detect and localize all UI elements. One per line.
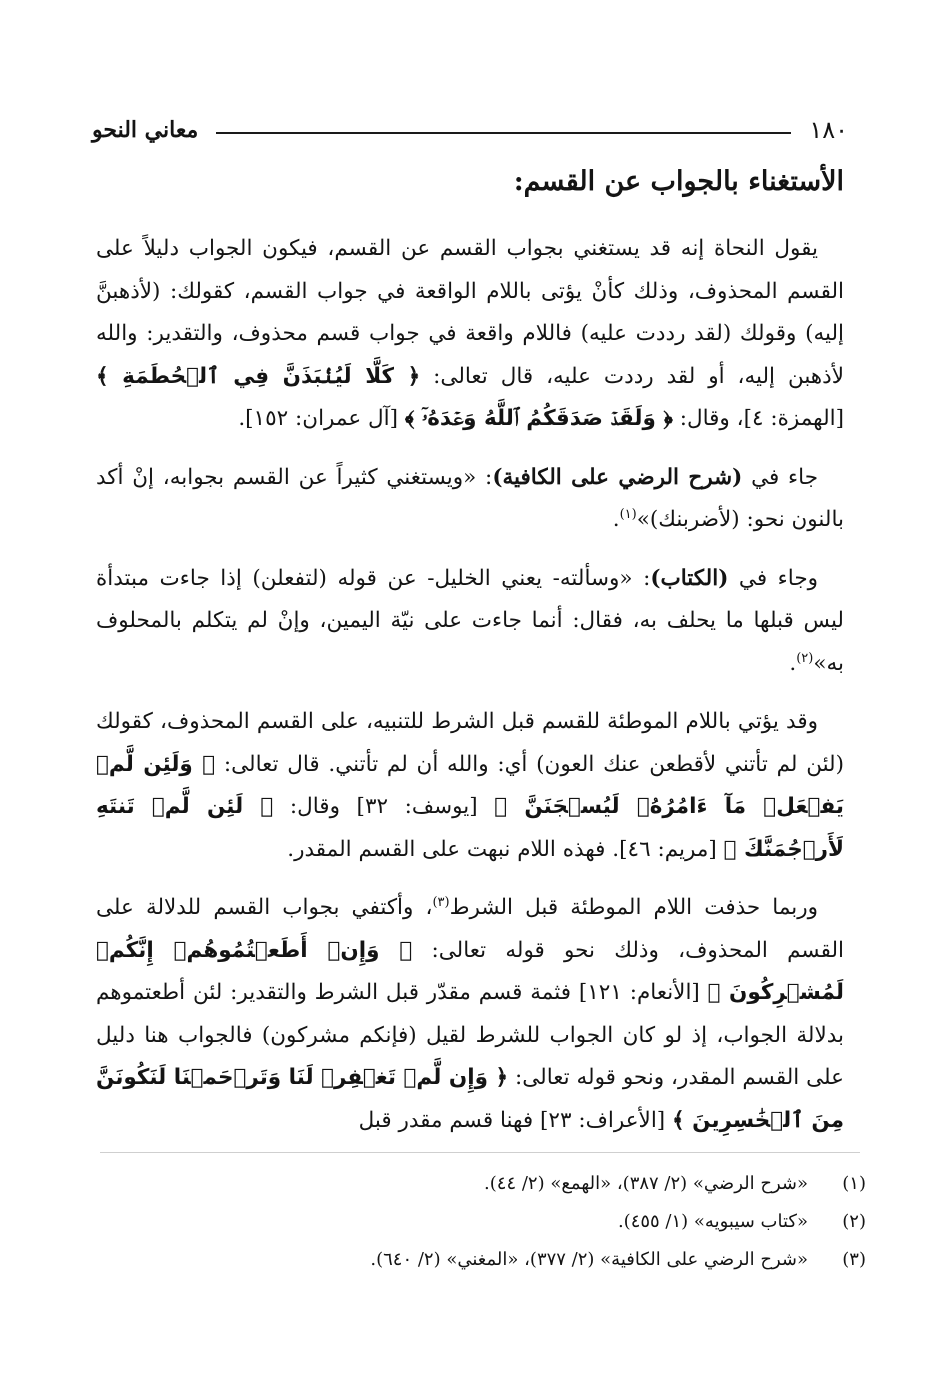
quran-verse: ﴿ وَإِن لَّمۡ تَغۡفِرۡ لَنَا وَتَرۡحَمۡنَا لَنَكُونَنَّ مِنَ ٱلۡخَٰسِرِينَ ﴾ <box>96 1065 844 1133</box>
footnote-item <box>86 1241 866 1279</box>
text-span: [يوسف: ٣٢] وقال: <box>273 794 495 819</box>
paragraph-1 <box>96 228 844 441</box>
footnote-text: «كتاب سيبويه» (١/ ٤٥٥). <box>617 1211 808 1232</box>
section-heading: الأستغناء بالجواب عن القسم: <box>513 166 844 197</box>
text-span: جاء في <box>742 464 818 490</box>
book-reference: (شرح الرضي على الكافية) <box>492 464 743 490</box>
header-rule <box>216 132 791 134</box>
quran-verse: ﴿ وَإِنۡ أَطَعۡتُمُوهُمۡ إِنَّكُمۡ لَمُشۡرِكُونَ ﴾ <box>96 937 844 1005</box>
paragraph-5 <box>96 887 844 1142</box>
page-number: ١٨٠ <box>809 116 848 144</box>
text-span: وجاء في <box>728 565 818 591</box>
paragraph-3 <box>96 558 844 686</box>
quran-verse: ﴿ وَلَقَدۡ صَدَقَكُمُ ٱللَّهُ وَعۡدَهُۥٓ ﴾ <box>404 406 673 431</box>
book-title: معاني النحو <box>92 117 199 143</box>
footnote-text: «شرح الرضي على الكافية» (٢/ ٣٧٧)، «المغني» (٢/ ٦٤٠). <box>370 1249 808 1270</box>
text-span: [الأنعام: ١٢١] فثمة قسم مقدّر قبل الشرط والتقدير: لئن أطعتموهم بدلالة الجواب، إذ لو كان الجواب للشرط لقيل (فإنكم مشركون) فالجواب هنا دليل على القسم المقدر، ونحو قوله تعالى: <box>96 980 845 1090</box>
quran-verse: ﴿ وَلَئِن لَّمۡ يَفۡعَلۡ مَآ ءَامُرُهُۥ لَيُسۡجَنَنَّ ﴾ <box>96 751 844 819</box>
text-span: وربما حذفت اللام الموطئة قبل الشرط <box>449 895 819 920</box>
text-span: يقول النحاة إنه قد يستغني بجواب القسم عن القسم، فيكون الجواب دليلاً على القسم المحذوف، وذلك كأنْ يؤتى باللام الواقعة في جواب القسم، كقولك: (لأذهبنَّ إليه) وقولك (لقد رددت عليه) فاللام واقعة في جواب قسم محذوف، والتقدير: والله لأذهبن إليه، أو لقد رددت عليه، قال تعالى: <box>96 236 844 389</box>
running-header <box>92 108 848 152</box>
text-span: . <box>789 650 797 676</box>
text-span: : «وسألته- يعني الخليل- عن قوله (لتفعلن) إذا جاءت مبتدأة ليس قبلها ما يحلف به، فقال: أنما جاءت على نيّة اليمين، وإنْ لم يتكلم بالمحلوف به» <box>96 565 844 676</box>
footnote-marker: (٢) <box>796 650 814 666</box>
footnote-item <box>86 1203 866 1241</box>
text-span: . <box>612 507 620 532</box>
paragraph-2 <box>96 457 844 542</box>
text-span: [مريم: ٤٦]. فهذه اللام نبهت على القسم المقدر. <box>287 836 724 862</box>
footnote-number: (٣) <box>842 1249 866 1270</box>
text-span: ، وأكتفي بجواب القسم للدلالة على القسم المحذوف، وذلك نحو قوله تعالى: <box>96 895 844 963</box>
footnote-separator <box>100 1152 860 1153</box>
text-span: : «ويستغني كثيراً عن القسم بجوابه، إنْ أكد بالنون نحو: (لأضربنك)» <box>96 464 844 532</box>
text-span: [الأعراف: ٢٣] فهنا قسم مقدر قبل <box>358 1107 673 1133</box>
text-span: وقد يؤتي باللام الموطئة للقسم قبل الشرط للتنبيه، على القسم المحذوف، كقولك (لئن لم تأتني لأقطعن عنك العون) أي: والله أن لم تأتني. قال تعالى: <box>96 709 844 777</box>
footnote-marker: (٣) <box>432 894 450 910</box>
book-reference: (الكتاب) <box>650 565 729 591</box>
paragraph-4 <box>96 701 844 871</box>
footnote-number: (٢) <box>842 1211 866 1232</box>
quran-verse: ﴿ لَئِن لَّمۡ تَنتَهِ لَأَرۡجُمَنَّكَ ﴾ <box>96 794 844 862</box>
text-span: [آل عمران: ١٥٢]. <box>238 406 405 431</box>
footnote-marker: (١) <box>619 506 637 522</box>
footnote-text: «شرح الرضي» (٢/ ٣٨٧)، «الهمع» (٢/ ٤٤). <box>484 1173 808 1194</box>
quran-verse: ﴿ كَلَّا لَيُنۢبَذَنَّ فِي ٱلۡحُطَمَةِ ﴾ <box>96 363 421 389</box>
footnote-item <box>86 1165 866 1203</box>
body-text <box>96 228 844 1158</box>
footnotes <box>86 1165 866 1279</box>
footnote-number: (١) <box>842 1173 866 1194</box>
text-span: [الهمزة: ٤]، وقال: <box>672 406 844 431</box>
